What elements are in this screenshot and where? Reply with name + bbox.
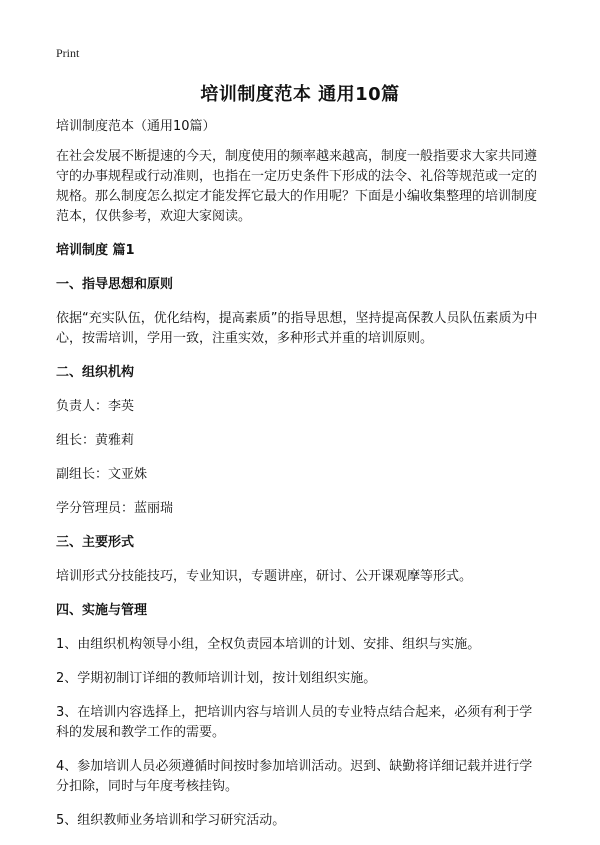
part-heading: 培训制度 篇1 — [56, 243, 135, 258]
paragraph-main-forms: 培训形式分技能技巧，专业知识，专题讲座，研讨、公开课观摩等形式。 — [56, 569, 473, 584]
document-subtitle: 培训制度范本（通用10篇） — [56, 119, 216, 134]
print-link[interactable]: Print — [56, 46, 80, 60]
implementation-item: 2、学期初制订详细的教师培训计划，按计划组织实施。 — [56, 671, 377, 686]
org-member-item: 负责人：李英 — [56, 399, 135, 414]
page-title: 培训制度范本 通用10篇 — [200, 84, 400, 105]
section-heading-guiding-principles: 一、指导思想和原则 — [56, 277, 174, 292]
section-heading-main-forms: 三、主要形式 — [56, 535, 135, 550]
implementation-item: 3、在培训内容选择上，把培训内容与培训人员的专业特点结合起来，必须有利于学科的发展和教学工作的需要。 — [56, 705, 533, 740]
org-member-item: 组长：黄雅莉 — [56, 433, 135, 448]
section-heading-implementation: 四、实施与管理 — [56, 603, 148, 618]
org-member-item: 副组长：文亚姝 — [56, 467, 148, 482]
implementation-item: 1、由组织机构领导小组，全权负责园本培训的计划、安排、组织与实施。 — [56, 637, 481, 652]
org-member-item: 学分管理员：蓝丽瑞 — [56, 501, 174, 516]
implementation-item: 5、组织教师业务培训和学习研究活动。 — [56, 813, 286, 828]
intro-paragraph: 在社会发展不断提速的今天，制度使用的频率越来越高，制度一般指要求大家共同遵守的办事规程或行动准则，也指在一定历史条件下形成的法令、礼俗等规范或一定的规格。那么制度怎么拟定才能发挥它最大的作用呢？下面是小编收集整理的培训制度范本，仅供参考，欢迎大家阅读。 — [56, 149, 538, 224]
section-heading-organization: 二、组织机构 — [56, 365, 135, 380]
implementation-item: 4、参加培训人员必须遵循时间按时参加培训活动。迟到、缺勤将详细记载并进行学分扣除，同时与年度考核挂钩。 — [56, 759, 533, 794]
document-body — [56, 117, 544, 845]
paragraph-guiding-principles: 依据“充实队伍，优化结构，提高素质”的指导思想，坚持提高保教人员队伍素质为中心，按需培训，学用一致，注重实效，多种形式并重的培训原则。 — [56, 311, 538, 346]
